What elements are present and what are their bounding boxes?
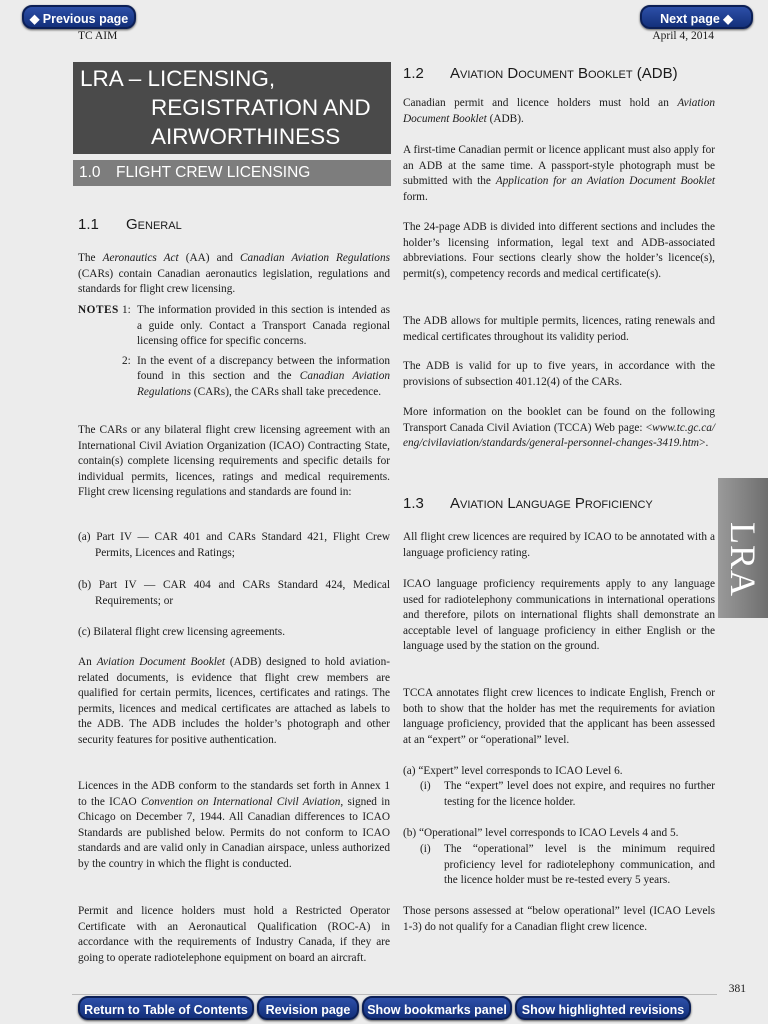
text-run: In the event of a discrepancy between the information found in this section and the [137, 354, 390, 382]
sub-item-number: (i) [420, 780, 431, 792]
return-to-toc-button[interactable]: Return to Table of Contents [78, 996, 254, 1020]
revision-page-button[interactable]: Revision page [257, 996, 359, 1020]
paragraph-validity: The ADB is valid for up to five years, in accordance with the provisions of subsection 401.12(4) of the CARs. [403, 360, 715, 388]
chapter-title [73, 62, 391, 154]
header-date: April 4, 2014 [652, 30, 714, 42]
list-item-expert: (a) “Expert” level corresponds to ICAO Level 6. [403, 765, 623, 777]
paragraph-multiple-permits: The ADB allows for multiple permits, licences, rating renewals and medical certificates throughout its validity period. [403, 315, 715, 343]
paragraph-below-operational: Those persons assessed at “below operational” level (ICAO Levels 1-3) do not qualify for a Canadian flight crew licence. [403, 905, 715, 933]
text-run-italic: Convention on International Civil Aviation [140, 795, 341, 808]
heading-1-1 [78, 216, 378, 236]
list-item-b: (b) Part IV — CAR 404 and CARs Standard 424, Medical Requirements; or [78, 579, 390, 607]
text-run-italic: Canadian Aviation Regulations [137, 370, 390, 398]
paragraph-more-info [403, 405, 715, 452]
list-item-operational: (b) “Operational” level corresponds to ICAO Levels 4 and 5. [403, 827, 679, 839]
heading-number: 1.1 [78, 216, 99, 233]
paragraph-roc-a: Permit and licence holders must hold a Restricted Operator Certificate with an Aeronautical Qualification (ROC-A) in accordance with the requirements of Industry Canada, if they are going to operate radiotelephone equipment on board an aircraft. [78, 905, 390, 964]
note-1: The information provided in this section is intended as a guide only. Contact a Transport Canada regional licensing office for specific concerns. [137, 304, 390, 347]
note-number: 1: [122, 304, 131, 316]
text-run: The [78, 252, 103, 264]
heading-text: Aviation Language Proficiency [450, 495, 653, 512]
heading-1-2 [403, 65, 715, 85]
sub-item-number: (i) [420, 843, 431, 855]
paragraph-adb-intro [78, 655, 390, 748]
section-title: FLIGHT CREW LICENSING [116, 164, 311, 181]
note-2 [137, 354, 390, 401]
chapter-title-line1: LRA – LICENSING, [80, 66, 276, 91]
show-highlighted-revisions-button[interactable]: Show highlighted revisions [515, 996, 691, 1020]
paragraph-24-page: The 24-page ADB is divided into different sections and includes the holder’s licensing information, legal text and ADB-associated abbreviations. Four sections clearly show the holder’s licence(s), permit(s), competency records and medical certificate(s). [403, 221, 715, 280]
text-run: An [78, 656, 97, 668]
text-run: (ADB). [486, 112, 524, 125]
paragraph-icao-annotation: All flight crew licences are required by ICAO to be annotated with a language proficiency rating. [403, 531, 715, 559]
sub-item-operational [420, 842, 715, 889]
heading-number: 1.2 [403, 65, 424, 82]
text-run-italic: Aviation Document Booklet [96, 656, 226, 668]
text-run: (CARs), the CARs shall take precedence. [190, 385, 382, 398]
chapter-side-tab [718, 478, 768, 618]
page-number: 381 [728, 983, 746, 995]
list-item-a: (a) Part IV — CAR 401 and CARs Standard 421, Flight Crew Permits, Licences and Ratings; [78, 531, 390, 559]
notes-block [78, 303, 390, 400]
text-run: form. [403, 190, 428, 203]
heading-number: 1.3 [403, 495, 424, 512]
chapter-title-line2: REGISTRATION AND [151, 95, 371, 120]
text-run: A first-time Canadian permit or licence applicant must also apply for an ADB at the same time. A passport-style photograph must be submitted with the [403, 144, 715, 187]
previous-page-button[interactable]: ◆ Previous page [22, 5, 136, 29]
paragraph-general-intro [78, 251, 390, 298]
section-number: 1.0 [79, 164, 101, 181]
text-run: (ADB) designed to hold aviation-related documents, is evidence that flight crew members are qualified for certain permits, licences, certificates and ratings. The permits, licences and medical certificates are attached as labels to the ADB. The ADB includes the holder’s photograph and other security features for positive authentication. [78, 656, 390, 746]
text-run-italic: Application for an Aviation Document Booklet [495, 175, 715, 187]
paragraph-cars-agreement: The CARs or any bilateral flight crew licensing agreement with an International Civil Aviation Organization (ICAO) Contracting State, contain(s) complete licensing requirements and specific details for individual permits, licences, ratings and medical requirements. Flight crew licensing regulations and standards are found in: [78, 424, 390, 498]
paragraph-icao-requirements: ICAO language proficiency requirements apply to any language used for radiotelephony communications in international operations and therefore, pilots on international flights shall demonstrate an acceptable level of language proficiency in either English or the language used by the station on the ground. [403, 578, 715, 652]
text-run: (AA) and [178, 252, 240, 264]
side-tab-label: LRA [723, 522, 763, 597]
text-run-italic: Aviation Document Booklet [403, 97, 715, 125]
sub-item-expert [420, 779, 715, 810]
paragraph-adb-required [403, 96, 715, 127]
heading-text: Aviation Document Booklet (ADB) [450, 65, 678, 82]
text-run: (CARs) contain Canadian aeronautics legislation, regulations and standards for flight crew licensing. [78, 267, 390, 295]
paragraph-licences-icao [78, 779, 390, 872]
heading-1-3 [403, 495, 715, 515]
note-number: 2: [122, 354, 131, 367]
header-left: TC AIM [78, 30, 118, 42]
section-heading-bar [73, 160, 391, 186]
text-run-italic: Canadian Aviation Regulations [239, 252, 390, 264]
list-item-c: (c) Bilateral flight crew licensing agreements. [78, 626, 286, 638]
chapter-title-line3: AIRWORTHINESS [151, 124, 341, 149]
text-run-italic: Aeronautics Act [102, 252, 179, 264]
notes-label: NOTES [78, 304, 119, 316]
next-page-button[interactable]: Next page ◆ [640, 5, 753, 29]
show-bookmarks-button[interactable]: Show bookmarks panel [362, 996, 512, 1020]
footer-rule [72, 994, 717, 995]
text-run: Licences in the ADB conform to the standards set forth in Annex 1 to the ICAO [78, 780, 390, 808]
tcca-web-link[interactable]: www.tc.gc.ca/eng/civilaviation/standards/general-personnel-changes-3419.htm [403, 421, 715, 449]
text-run: >. [699, 437, 709, 449]
text-run: More information on the booklet can be found on the following Transport Canada Civil Aviation (TCCA) Web page: < [403, 406, 715, 434]
text-run: , signed in Chicago on December 7, 1944. All Canadian differences to ICAO Standards are published below. Permits do not conform to ICAO standards and are valid only in Canadian airspace, unless authorized by the country in which the flight is conducted. [78, 795, 390, 870]
paragraph-tcca-annotates: TCCA annotates flight crew licences to indicate English, French or both to show that the holder has met the requirements for aviation language proficiency, provided that the applicant has been assessed at an “expert” or “operational” level. [403, 687, 715, 746]
paragraph-first-time [403, 143, 715, 205]
sub-item-text: The “operational” level is the minimum required proficiency level for radiotelephony communication, and the licence holder must be re-tested every 5 years. [444, 843, 715, 886]
heading-text: General [126, 216, 182, 233]
sub-item-text: The “expert” level does not expire, and requires no further testing for the licence holder. [444, 780, 715, 808]
text-run: Canadian permit and licence holders must hold an [403, 97, 678, 109]
